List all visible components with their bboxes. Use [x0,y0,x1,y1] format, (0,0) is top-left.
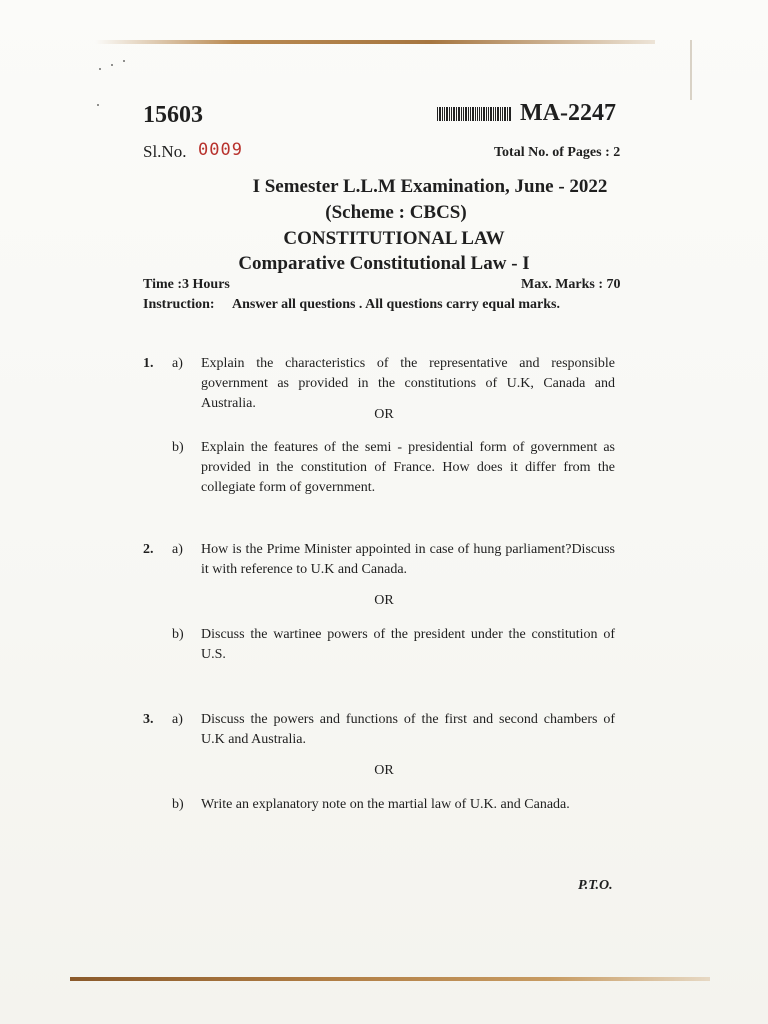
total-pages: Total No. of Pages : 2 [494,145,621,160]
exam-duration: Time :3 Hours [143,277,230,292]
question-text: Write an explanatory note on the martial law of U.K. and Canada. [201,797,570,812]
instruction-label: Instruction: [143,297,215,312]
exam-title: I Semester L.L.M Examination, June - 2022 [252,176,608,197]
or-separator: OR [374,763,394,778]
question-part-label: b) [172,627,184,642]
question-text: How is the Prime Minister appointed in case of hung parliament?Discuss it with reference to U.K and Canada. [201,542,615,577]
question-text: Discuss the powers and functions of the first and second chambers of U.K and Australia. [201,712,615,747]
please-turn-over: P.T.O. [578,878,613,893]
question-part-label: a) [172,712,183,727]
or-separator: OR [374,593,394,608]
subject-title: CONSTITUTIONAL LAW [283,228,505,249]
paper-top-edge-shadow [95,40,655,44]
question-number: 2. [143,542,154,557]
or-separator: OR [374,407,394,422]
question-number: 3. [143,712,154,727]
barcode-graphic [437,107,511,121]
question-part-label: b) [172,797,184,812]
serial-number-label: Sl.No. [143,142,187,161]
paper-title: Comparative Constitutional Law - I [238,253,530,274]
paper-bottom-edge-shadow [70,977,710,981]
paper-specks [95,60,135,110]
max-marks: Max. Marks : 70 [521,277,621,292]
paper-code: 15603 [143,102,203,128]
paper-right-edge-shadow [690,40,692,100]
serial-number-stamp: 0009 [198,140,243,160]
question-text: Explain the features of the semi - presidential form of government as provided in the constitution of France. How does it differ from the collegiate form of government. [201,440,615,495]
question-number: 1. [143,356,154,371]
question-text: Explain the characteristics of the representative and responsible government as provided in the constitutions of U.K, Canada and Australia. [201,356,615,411]
question-text: Discuss the wartinee powers of the president under the constitution of U.S. [201,627,615,662]
question-part-label: b) [172,440,184,455]
exam-scheme: (Scheme : CBCS) [325,202,467,223]
exam-code: MA-2247 [520,100,616,126]
question-part-label: a) [172,356,183,371]
instruction-text: Answer all questions . All questions carry equal marks. [232,297,560,312]
question-part-label: a) [172,542,183,557]
